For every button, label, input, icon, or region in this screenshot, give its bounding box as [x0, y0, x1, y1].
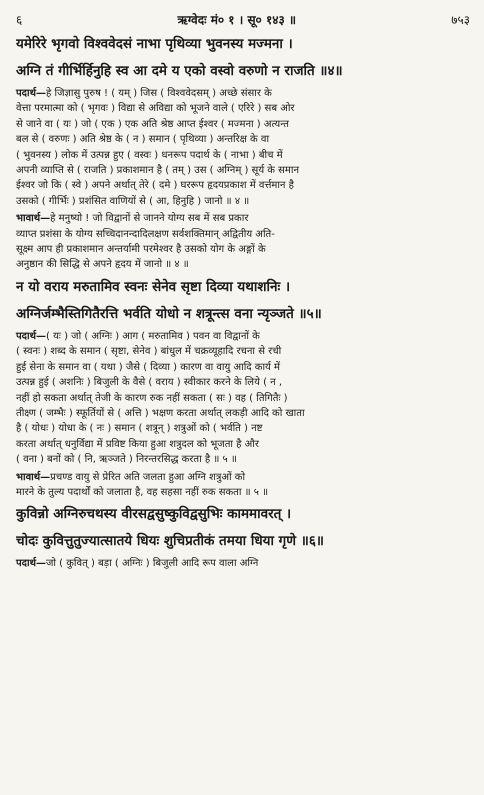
text-line: वेत्ता परमात्मा को ( भृगवः ) विद्या से अविद्या को भूजने वाले ( एरिरे ) सब ओर	[16, 103, 295, 115]
page-number: ७५३	[451, 12, 470, 27]
text-line: जो ( कुवित् ) बड़ा ( अग्निः ) बिजुली आदि रूप वाला अग्नि	[45, 558, 259, 570]
text-line: सूक्ष्म आप ही प्रकाशमान अन्तर्यामी परमेश्वर है उसको योग के अङ्गों के	[16, 244, 266, 256]
padartha-label: पदार्थ—	[16, 558, 46, 570]
text-line: हे मनुष्यो ! जो विद्वानों से जानने योग्य सब में सब प्रकार	[50, 213, 249, 225]
text-line: प्रचण्ड वायु से प्रेरित अति जलता हुआ अग्नि शत्रुओं को	[50, 471, 246, 483]
text-line: व्याप्त प्रशंसा के योग्य सच्चिदानन्दादिलक्षण सर्वशक्तिमान् अद्वितीय अति-	[16, 228, 275, 240]
text-line: अनुष्ठान की सिद्धि से अपने हृदय में जानो ॥ ४ ॥	[16, 259, 189, 271]
text-line: ईश्वर जो कि ( स्वे ) अपने अर्थात् तेरे ( दमे ) घररूप हृदयप्रकाश में वर्त्तमान है	[16, 180, 294, 192]
page-header	[16, 8, 470, 30]
padartha-label: पदार्थ—	[16, 88, 46, 99]
padartha-label: पदार्थ—	[16, 330, 46, 342]
text-line: नहीं हो सकता अर्थात् तेजी के कारण रुक नहीं सकता ( सः ) वह ( तिगितैः )	[16, 392, 288, 404]
mantra-4-line-2: अग्नि तं गीर्भिर्हिनुहि स्व आ दमे य एको वस्वो वरुणो न राजति ॥४॥	[16, 63, 343, 79]
bhavartha-label: भावार्थ—	[16, 471, 51, 483]
text-line: उसको ( गीर्भिः ) प्रशंसित वाणियों से ( आ, हिनुहि ) जानो ॥ ४ ॥	[16, 195, 250, 207]
text-line: से जाने वा ( यः ) जो ( एक ) एक अति श्रेष्ठ आप्त ईश्वर ( मज्मना ) अत्यन्त	[16, 118, 289, 130]
padartha-4	[16, 86, 470, 209]
mantra-5-line-2: अग्निर्जम्भैस्तिगितैरत्ति भर्वति योधो न शत्रून्त्स वना न्यृञ्जते ॥५॥	[16, 305, 322, 322]
text-line: उत्पन्न हुई ( अशनिः ) बिजुली के वैसे ( वराय ) स्वीकार करने के लिये ( न ,	[16, 377, 283, 389]
text-line: हुई सेना के समान वा ( यथा ) जैसे ( दिव्या ) कारण वा वायु आदि कार्य में	[16, 361, 281, 373]
text-line: मारने के तुल्य पदार्थों को जलाता है, वह सहसा नहीं रुक सकता ॥ ५ ॥	[16, 486, 269, 498]
mantra-6-line-2: चोदः कुवित्तुतुज्यात्सातये धियः शुचिप्रतीकं तमया धिया गृणे ॥६॥	[16, 533, 324, 550]
mantra-6-line-1: कुविन्नो अग्निरुचथस्य वीरसद्वसुष्कुविद्वसुभिः काममावरत् ।	[16, 506, 292, 523]
header-left-mark: ६	[16, 12, 23, 27]
mantra-5-line-1: न यो वराय मरुतामिव स्वनः सेनेव सृष्टा दिव्या यथाशनिः ।	[16, 278, 291, 295]
text-line: ( वना ) बनों को ( नि, ऋञ्जते ) निरन्तरसिद्ध करता है ॥ ५ ॥	[16, 454, 237, 466]
bhavartha-4	[16, 211, 470, 273]
bhavartha-5	[16, 470, 470, 501]
text-line: है ( योधः ) योधा के ( नः ) समान ( शत्रून् ) शत्रुओं को ( भर्वति ) नष्ट	[16, 423, 263, 435]
padartha-6	[16, 556, 470, 571]
text-line: तीक्ष्ण ( जम्भैः ) स्फूर्तियों से ( अत्ति ) भक्षण करता अर्थात् लकड़ी आदि को खाता	[16, 407, 305, 419]
running-title: ऋग्वेदः मं० १ । सू० १४३ ॥	[177, 12, 297, 27]
bhavartha-label: भावार्थ—	[16, 213, 51, 225]
text-line: करता अर्थात् धनुर्विद्या में प्रविष्ट किया हुआ शत्रुदल को भूजता है और	[16, 438, 259, 450]
text-line: ( यः ) जो ( अग्निः ) आग ( मरुतामिव ) पवन वा विद्वानों के	[45, 330, 260, 342]
text-line: हे जिज्ञासु पुरुष ! ( यम् ) जिस ( विश्ववेदसम् ) अच्छे संसार के	[45, 88, 272, 99]
padartha-5	[16, 329, 470, 468]
text-line: ( स्वनः ) शब्द के समान ( सृष्टा, सेनेव ) बांधुल में चक्रव्यूहादि रचना से रची	[16, 346, 282, 358]
text-line: अपनी व्याप्ति से ( राजति ) प्रकाशमान है ( तम् ) उस ( अग्निम् ) सूर्य के समान	[16, 165, 300, 177]
text-line: ( भुवनस्य ) लोक में उत्पन्न हुए ( वस्वः ) धनरूप पदार्थ के ( नाभा ) बीच में	[16, 149, 283, 161]
text-line: बल से ( वरुणः ) अति श्रेष्ठ के ( न ) समान ( पृथिव्या ) अन्तरिक्ष के वा	[16, 134, 270, 146]
mantra-4-line-1: यमेरिरे भृगवो विश्ववेदसं नाभा पृथिव्या भुवनस्य मज्मना ।	[16, 36, 293, 52]
